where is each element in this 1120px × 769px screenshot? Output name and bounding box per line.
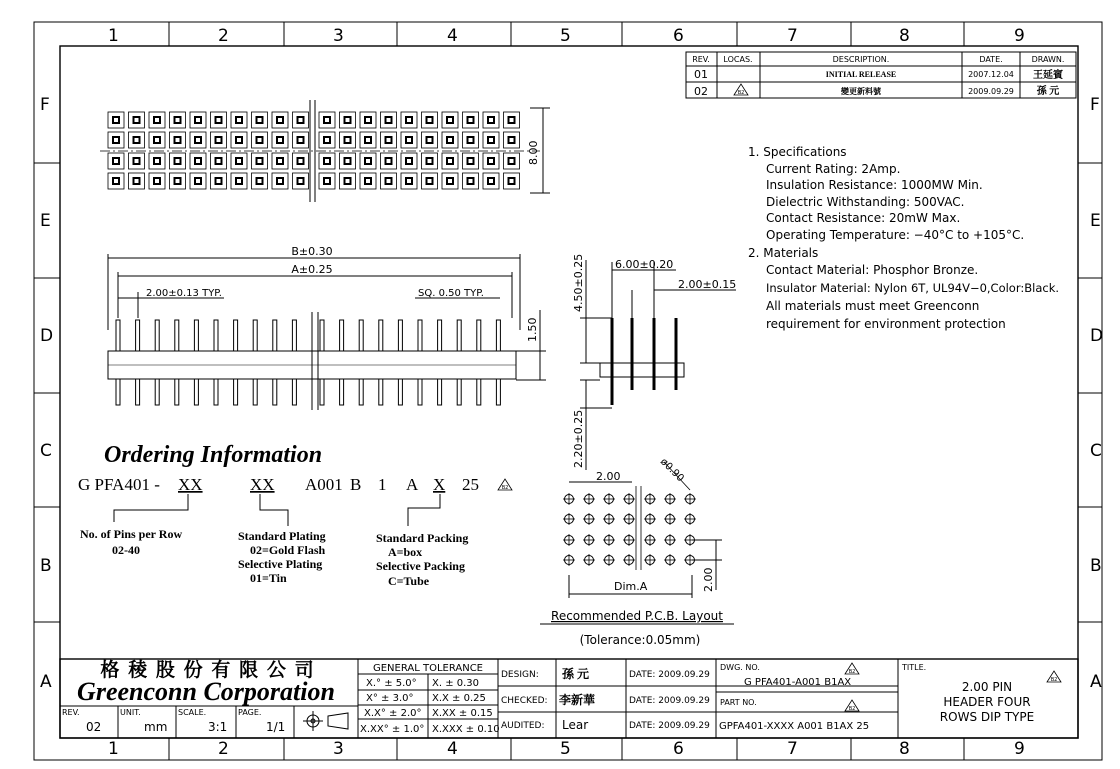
top-view-cell xyxy=(272,132,288,148)
top-view-cell xyxy=(170,132,186,148)
rev-header-rev: REV. xyxy=(692,55,710,64)
zone-row-a: A xyxy=(40,672,52,692)
packing-line-4: C=Tube xyxy=(388,574,430,588)
pcb-hole xyxy=(684,513,696,525)
top-view-cell xyxy=(340,112,356,128)
top-view-cell xyxy=(129,173,145,189)
zone-row-e-right: E xyxy=(1090,211,1101,231)
pcb-hole xyxy=(563,534,575,546)
rev-triangle-icon xyxy=(734,84,748,96)
top-view-cell xyxy=(252,173,268,189)
top-view xyxy=(100,100,550,202)
top-view-cell xyxy=(211,173,227,189)
tol-angle-4: X.XX° ± 1.0° xyxy=(360,724,425,735)
top-view-cell xyxy=(129,153,145,169)
top-view-cell xyxy=(108,112,124,128)
pcb-hole xyxy=(583,554,595,566)
front-pin xyxy=(194,320,198,405)
front-pin xyxy=(292,320,296,405)
packing-line-1: Standard Packing xyxy=(376,531,469,545)
company-name-en: Greenconn Corporation xyxy=(77,677,335,706)
top-view-cell xyxy=(442,112,458,128)
top-view-cell xyxy=(422,112,438,128)
pcb-hole xyxy=(664,493,676,505)
dim-sq: SQ. 0.50 TYP. xyxy=(418,288,484,299)
ordering-rev-mark: B2 xyxy=(501,485,509,491)
audited-name: Lear xyxy=(562,718,589,732)
zone-row-d: D xyxy=(40,326,54,346)
top-view-cell xyxy=(108,153,124,169)
top-view-cell xyxy=(381,112,397,128)
code-prefix: G PFA401 - xyxy=(78,475,160,494)
front-pin xyxy=(253,320,257,405)
pcb-hole xyxy=(623,513,635,525)
rev-row2-date: 2009.09.29 xyxy=(968,87,1014,96)
top-view-cell xyxy=(442,132,458,148)
top-view-cell xyxy=(231,112,247,128)
pcb-hole xyxy=(623,493,635,505)
top-view-cell xyxy=(272,153,288,169)
top-view-cell xyxy=(252,132,268,148)
top-view-cell xyxy=(252,153,268,169)
front-pin xyxy=(155,320,159,405)
top-view-cell xyxy=(293,173,309,189)
top-view-cell xyxy=(190,153,206,169)
top-view-cell xyxy=(319,173,335,189)
dwg-label: DWG. NO. xyxy=(720,663,760,672)
top-view-cell xyxy=(211,153,227,169)
title-rev-mark: B2 xyxy=(1050,677,1058,683)
spec-line-9: Insulator Material: Nylon 6T, UL94V−0,Color:Black. xyxy=(766,281,1060,295)
top-view-cell xyxy=(401,173,417,189)
dim-pcb-a: Dim.A xyxy=(614,580,648,593)
front-pin xyxy=(379,320,383,405)
unit-label: UNIT. xyxy=(120,708,141,717)
tol-linear-2: X.X ± 0.25 xyxy=(432,693,486,704)
pcb-hole xyxy=(664,513,676,525)
spec-line-3: Insulation Resistance: 1000MW Min. xyxy=(766,178,983,192)
top-view-cell xyxy=(108,132,124,148)
spec-line-1: 1. Specifications xyxy=(748,145,847,159)
spec-line-11: requirement for environment protection xyxy=(766,317,1006,331)
rev-label: REV. xyxy=(62,708,80,717)
pcb-hole xyxy=(644,513,656,525)
top-view-cell xyxy=(381,173,397,189)
dim-b: B±0.30 xyxy=(291,245,333,258)
tol-angle-2: X° ± 3.0° xyxy=(366,693,414,704)
title-line-1: 2.00 PIN xyxy=(961,680,1013,694)
top-view-cell xyxy=(319,132,335,148)
front-pin xyxy=(418,320,422,405)
zone-col-5-bottom: 5 xyxy=(560,739,571,759)
rev-row1-desc: INITIAL RELEASE xyxy=(825,70,897,79)
top-view-cell xyxy=(129,132,145,148)
top-view-cell xyxy=(340,173,356,189)
zone-col-3: 3 xyxy=(333,26,344,46)
top-view-cell xyxy=(483,132,499,148)
zone-col-7: 7 xyxy=(787,26,798,46)
plating-line-4: 01=Tin xyxy=(250,571,287,585)
rev-row2-rev: 02 xyxy=(694,85,708,98)
top-view-cell xyxy=(231,132,247,148)
zone-row-d-right: D xyxy=(1090,326,1104,346)
zone-row-c-right: C xyxy=(1090,441,1102,461)
scale-label: SCALE. xyxy=(178,708,207,717)
plating-line-1: Standard Plating xyxy=(238,529,326,543)
top-view-cell xyxy=(463,132,479,148)
pcb-hole xyxy=(563,554,575,566)
front-pin xyxy=(438,320,442,405)
zone-col-8: 8 xyxy=(899,26,910,46)
top-view-cell xyxy=(211,132,227,148)
checked-date: DATE: 2009.09.29 xyxy=(629,696,710,706)
dim-pcb-hole: ø0.90 xyxy=(657,456,686,485)
top-view-cell xyxy=(401,132,417,148)
dim-side-200: 2.00±0.15 xyxy=(678,278,737,291)
part-number: GPFA401-XXXX A001 B1AX 25 xyxy=(719,721,870,732)
dim-side-600: 6.00±0.20 xyxy=(615,258,674,271)
title-triangle-icon xyxy=(1047,671,1061,683)
top-view-cell xyxy=(170,173,186,189)
pcb-hole xyxy=(664,534,676,546)
top-view-cell xyxy=(149,112,165,128)
part-label: PART NO. xyxy=(720,698,757,707)
top-view-cell xyxy=(381,132,397,148)
zone-row-e: E xyxy=(40,211,51,231)
zone-col-2-bottom: 2 xyxy=(218,739,229,759)
spec-line-2: Current Rating: 2Amp. xyxy=(766,162,901,176)
top-view-cell xyxy=(293,132,309,148)
dim-150: 1.50 xyxy=(526,317,539,342)
front-pin xyxy=(398,320,402,405)
top-view-cell xyxy=(463,112,479,128)
pcb-layout xyxy=(540,456,734,647)
zone-col-8-bottom: 8 xyxy=(899,739,910,759)
top-view-cell xyxy=(170,153,186,169)
front-pin xyxy=(214,320,218,405)
code-pins: XX xyxy=(178,475,203,494)
rev-row1-rev: 01 xyxy=(694,68,708,81)
tolerance-title: GENERAL TOLERANCE xyxy=(372,663,484,674)
spec-line-7: 2. Materials xyxy=(748,246,819,260)
top-view-cell xyxy=(483,153,499,169)
part-rev-mark: B2 xyxy=(848,706,856,712)
top-view-cell xyxy=(231,173,247,189)
design-name: 孫 元 xyxy=(562,667,590,681)
zone-col-3-bottom: 3 xyxy=(333,739,344,759)
pcb-hole xyxy=(623,534,635,546)
top-view-cell xyxy=(483,173,499,189)
top-view-cell xyxy=(231,153,247,169)
zone-col-1-bottom: 1 xyxy=(108,739,119,759)
zone-row-f: F xyxy=(40,95,50,115)
pcb-hole xyxy=(603,493,615,505)
code-a001: A001 xyxy=(305,475,343,494)
packing-line-3: Selective Packing xyxy=(376,559,465,573)
dim-pcb-200: 2.00 xyxy=(596,470,621,483)
projection-symbol-icon xyxy=(303,711,348,731)
top-view-cell xyxy=(190,112,206,128)
revision-table xyxy=(686,52,1076,98)
pcb-hole xyxy=(563,493,575,505)
top-view-cell xyxy=(272,112,288,128)
dwg-rev-mark: B2 xyxy=(848,669,856,675)
pcb-hole xyxy=(644,534,656,546)
dim-side-220: 2.20±0.25 xyxy=(572,409,585,468)
title-label: TITLE. xyxy=(902,663,927,672)
pcb-hole xyxy=(664,554,676,566)
top-view-cell xyxy=(149,132,165,148)
pcb-tolerance: (Tolerance:0.05mm) xyxy=(579,633,701,647)
zone-row-f-right: F xyxy=(1090,95,1100,115)
code-plating: XX xyxy=(250,475,275,494)
top-view-cell xyxy=(401,112,417,128)
dim-pcb-200v: 2.00 xyxy=(702,567,715,592)
company-name-cn: 格 稜 股 份 有 限 公 司 xyxy=(100,660,316,681)
spec-line-6: Operating Temperature: −40°C to +105°C. xyxy=(766,228,1025,242)
top-view-cell xyxy=(360,112,376,128)
top-view-cell xyxy=(293,153,309,169)
front-view xyxy=(108,245,546,410)
dim-a: A±0.25 xyxy=(291,263,333,276)
front-pin xyxy=(496,320,500,405)
top-view-cell xyxy=(360,153,376,169)
zone-col-9-bottom: 9 xyxy=(1014,739,1025,759)
top-view-cell xyxy=(483,112,499,128)
front-pin xyxy=(340,320,344,405)
checked-name: 李新華 xyxy=(559,693,596,707)
zone-col-4-bottom: 4 xyxy=(447,739,458,759)
zone-col-6: 6 xyxy=(673,26,684,46)
top-view-cell xyxy=(360,132,376,148)
title-block xyxy=(60,658,1078,738)
page-value: 1/1 xyxy=(266,720,286,734)
rev-locas-mark: B2 xyxy=(737,90,745,96)
audited-label: AUDITED: xyxy=(501,721,545,731)
title-line-3: ROWS DIP TYPE xyxy=(939,710,1035,724)
dim-side-450: 4.50±0.25 xyxy=(572,253,585,312)
top-view-cell xyxy=(211,112,227,128)
tol-linear-4: X.XXX ± 0.10 xyxy=(432,724,500,735)
ordering-triangle-icon xyxy=(498,479,512,491)
dim-top-height: 8.00 xyxy=(527,140,540,165)
rev-header-drawn: DRAWN. xyxy=(1031,55,1065,64)
top-view-cell xyxy=(319,112,335,128)
tol-angle-1: X.° ± 5.0° xyxy=(366,678,417,689)
zone-col-2: 2 xyxy=(218,26,229,46)
pcb-title: Recommended P.C.B. Layout xyxy=(551,609,723,623)
front-pin xyxy=(234,320,238,405)
rev-header-date: DATE. xyxy=(979,55,1003,64)
rev-row2-drawn: 孫 元 xyxy=(1036,86,1060,97)
zone-col-5: 5 xyxy=(560,26,571,46)
unit-value: mm xyxy=(144,720,168,734)
audited-date: DATE: 2009.09.29 xyxy=(629,721,710,731)
spec-line-5: Contact Resistance: 20mW Max. xyxy=(766,211,961,225)
tol-linear-1: X. ± 0.30 xyxy=(432,678,480,689)
pcb-hole xyxy=(644,554,656,566)
pcb-hole xyxy=(603,554,615,566)
code-b: B xyxy=(350,475,362,494)
top-view-cell xyxy=(381,153,397,169)
pcb-hole xyxy=(623,554,635,566)
code-packing: X xyxy=(433,475,446,494)
top-view-cell xyxy=(293,112,309,128)
top-view-cell xyxy=(340,153,356,169)
zone-row-c: C xyxy=(40,441,52,461)
ordering-title: Ordering Information xyxy=(104,442,323,468)
zone-col-4: 4 xyxy=(447,26,458,46)
pcb-hole xyxy=(644,493,656,505)
top-view-cell xyxy=(422,132,438,148)
ordering-information xyxy=(78,442,512,588)
zone-col-9: 9 xyxy=(1014,26,1025,46)
page-label: PAGE. xyxy=(238,708,262,717)
top-view-cell xyxy=(360,173,376,189)
zone-col-1: 1 xyxy=(108,26,119,46)
top-view-cell xyxy=(272,173,288,189)
pcb-hole xyxy=(583,493,595,505)
top-view-cell xyxy=(129,112,145,128)
top-view-cell xyxy=(463,153,479,169)
front-pin xyxy=(359,320,363,405)
tol-linear-3: X.XX ± 0.15 xyxy=(432,708,493,719)
top-view-cell xyxy=(149,173,165,189)
pcb-hole xyxy=(563,513,575,525)
pcb-hole xyxy=(583,513,595,525)
top-view-cell xyxy=(504,132,520,148)
code-a: A xyxy=(406,475,419,494)
packing-line-2: A=box xyxy=(388,545,423,559)
zone-col-6-bottom: 6 xyxy=(673,739,684,759)
top-view-cell xyxy=(442,173,458,189)
code-1: 1 xyxy=(378,475,387,494)
front-pin xyxy=(457,320,461,405)
top-view-cell xyxy=(190,173,206,189)
top-view-cell xyxy=(252,112,268,128)
pcb-hole xyxy=(603,534,615,546)
top-view-cell xyxy=(108,173,124,189)
design-date: DATE: 2009.09.29 xyxy=(629,670,710,680)
plating-line-2: 02=Gold Flash xyxy=(250,543,326,557)
pcb-hole xyxy=(583,534,595,546)
plating-line-3: Selective Plating xyxy=(238,557,323,571)
top-view-cell xyxy=(422,153,438,169)
part-triangle-icon xyxy=(845,700,859,712)
rev-header-desc: DESCRIPTION. xyxy=(832,55,890,64)
top-view-cell xyxy=(170,112,186,128)
zone-row-a-right: A xyxy=(1090,672,1102,692)
dim-pitch: 2.00±0.13 TYP. xyxy=(146,288,222,299)
scale-value: 3:1 xyxy=(208,720,228,734)
top-view-cell xyxy=(504,112,520,128)
checked-label: CHECKED: xyxy=(501,696,548,706)
top-view-cell xyxy=(504,153,520,169)
spec-line-10: All materials must meet Greenconn xyxy=(766,299,980,313)
front-pin xyxy=(116,320,120,405)
pcb-hole xyxy=(684,493,696,505)
dwg-triangle-icon xyxy=(845,663,859,675)
zone-labels xyxy=(40,26,1103,759)
front-pin xyxy=(175,320,179,405)
front-pin xyxy=(273,320,277,405)
top-view-cell xyxy=(422,173,438,189)
top-view-cell xyxy=(442,153,458,169)
dwg-number: G PFA401-A001 B1AX xyxy=(744,677,852,688)
top-view-cell xyxy=(463,173,479,189)
top-view-cell xyxy=(149,153,165,169)
top-view-cell xyxy=(190,132,206,148)
spec-line-4: Dielectric Withstanding: 500VAC. xyxy=(766,195,965,209)
rev-row2-desc: 變更新料號 xyxy=(841,87,881,96)
front-pin xyxy=(320,320,324,405)
design-label: DESIGN: xyxy=(501,670,539,680)
zone-row-b-right: B xyxy=(1090,556,1102,576)
top-view-cell xyxy=(504,173,520,189)
specifications xyxy=(748,145,1059,331)
title-line-2: HEADER FOUR xyxy=(943,695,1031,709)
front-pin xyxy=(477,320,481,405)
rev-header-locas: LOCAS. xyxy=(723,55,753,64)
rev-row1-drawn: 王延賓 xyxy=(1033,70,1063,81)
top-view-cell xyxy=(401,153,417,169)
top-view-cell xyxy=(340,132,356,148)
rev-value: 02 xyxy=(86,720,102,734)
zone-row-b: B xyxy=(40,556,52,576)
code-25: 25 xyxy=(462,475,479,494)
rev-row1-date: 2007.12.04 xyxy=(968,70,1014,79)
side-view xyxy=(572,254,736,470)
pcb-hole xyxy=(603,513,615,525)
tol-angle-3: X.X° ± 2.0° xyxy=(364,708,422,719)
top-view-cell xyxy=(319,153,335,169)
front-pin xyxy=(136,320,140,405)
pins-label: No. of Pins per Row xyxy=(80,527,183,541)
spec-line-8: Contact Material: Phosphor Bronze. xyxy=(766,263,979,277)
pins-range: 02-40 xyxy=(112,543,140,557)
zone-col-7-bottom: 7 xyxy=(787,739,798,759)
